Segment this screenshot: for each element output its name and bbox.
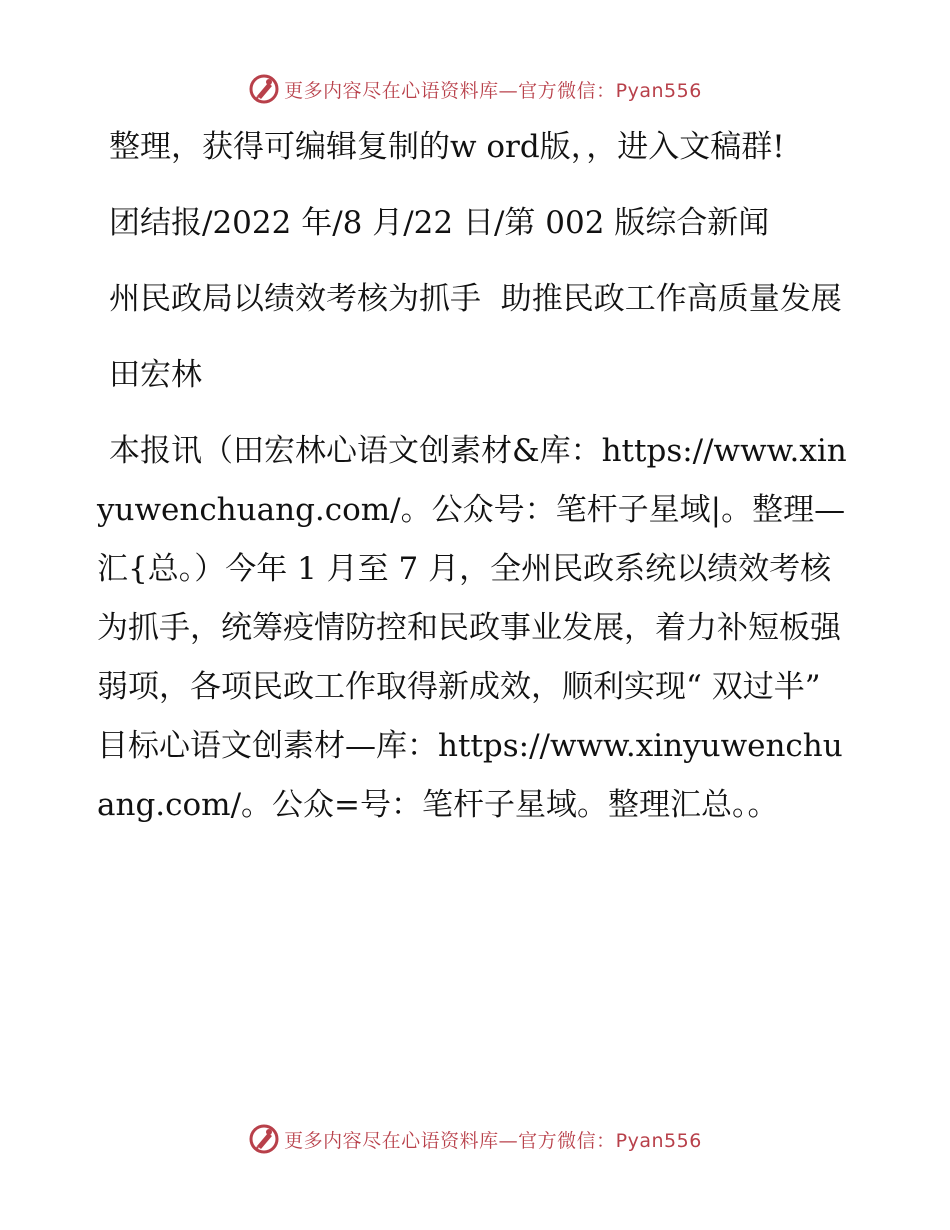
pen-logo-icon — [248, 1123, 280, 1155]
footer-watermark — [0, 1122, 950, 1156]
author-name: 田宏林 — [109, 357, 202, 393]
source-line: 团结报/2022 年/8 月/22 日/第 002 版综合新闻 — [109, 205, 770, 241]
body-paragraph: 本报讯（田宏林心语文创素材&库：https://www.xinyuwenchuang.com/。公众号：笔杆子星域|。整理—汇{总。）今年 1 月至 7 月，全州民政系统以绩效考核为抓手，统筹疫情防控和民政事业发展，着力补短板强弱项，各项民政工作取得新成效，顺利实现“ 双过半” 目标心语文创素材—库：https://www.xinyuwenchuang.com/。公众=号：笔杆子星域。整理汇总。。 — [97, 433, 847, 823]
intro-paragraph: 整理，获得可编辑复制的w ord版，，进入文稿群! — [109, 129, 785, 165]
watermark-text: 更多内容尽在心语资料库—官方微信：Pyan556 — [284, 1129, 702, 1152]
article-title: 州民政局以绩效考核为抓手 助推民政工作高质量发展 — [109, 281, 842, 317]
header-watermark — [0, 72, 950, 106]
watermark-text: 更多内容尽在心语资料库—官方微信：Pyan556 — [284, 79, 702, 102]
pen-logo-icon — [248, 73, 280, 105]
document-body — [97, 118, 857, 852]
